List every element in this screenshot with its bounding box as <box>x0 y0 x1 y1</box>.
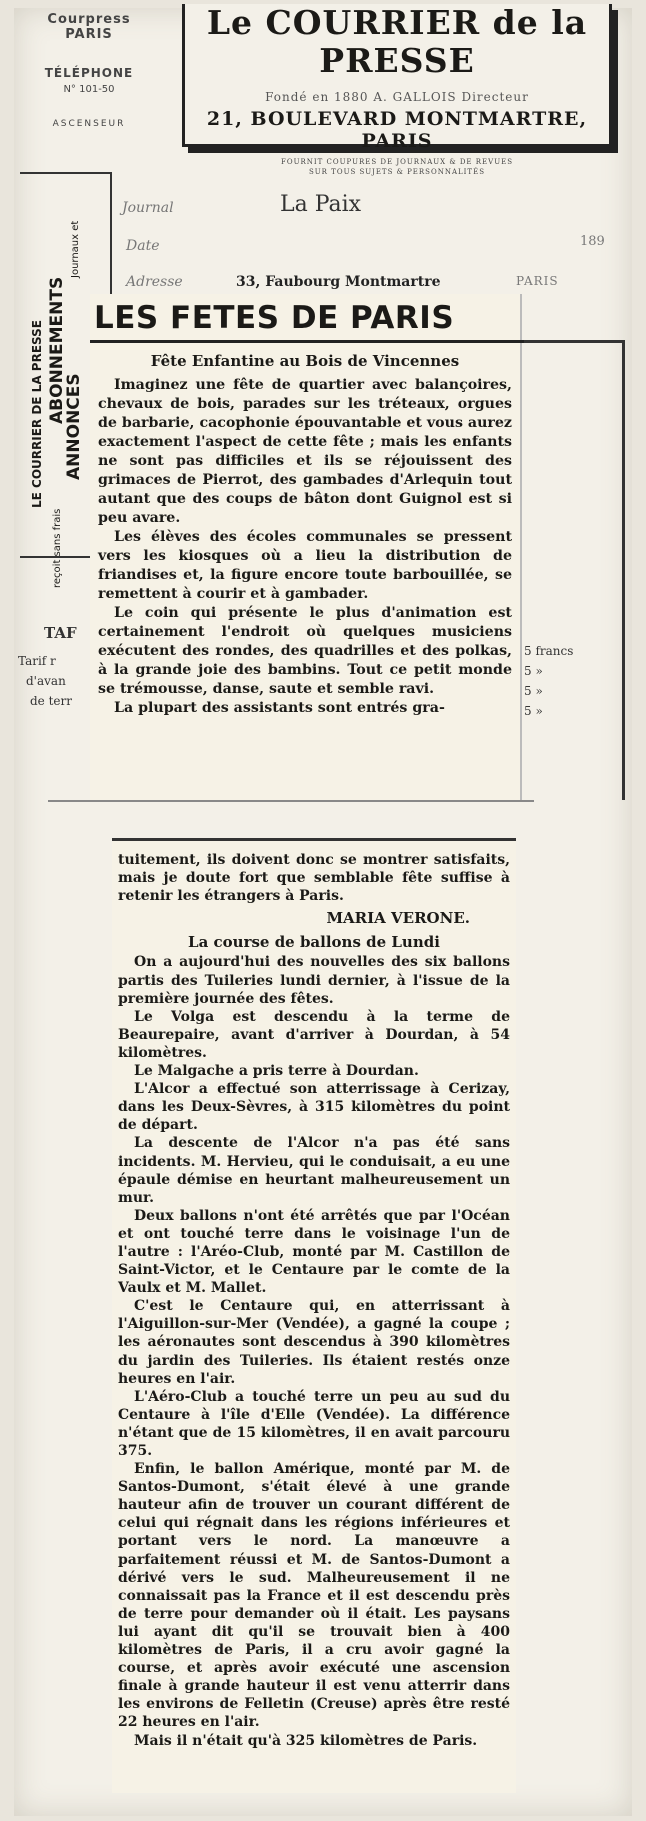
tariff-rate-1: 5 francs <box>524 644 574 658</box>
paragraph: On a aujourd'hui des nouvelles des six ballons partis des Tuileries lundi dernier, à l'issue de la première journée des fêtes. <box>118 954 510 1007</box>
paragraph: Mais il n'était qu'à 325 kilomètres de Paris. <box>134 1732 478 1749</box>
paragraph: tuitement, ils doivent donc se montrer satisfaits, mais je doute fort que semblable fête suffise à retenir les étrangers à Paris. <box>118 852 510 905</box>
masthead <box>182 3 612 176</box>
journal-label: Journal <box>122 200 174 216</box>
masthead-founded: Fondé en 1880 A. GALLOIS Directeur <box>265 90 529 104</box>
paragraph: Les élèves des écoles communales se pressent vers les kiosques où a lieu la distribution de friandises et, la figure encore toute barbouillée, se remettent à courir et à gambader. <box>98 529 512 602</box>
address-label: Adresse <box>126 274 183 290</box>
paragraph: Le Volga est descendu à la terme de Beaurepaire, avant d'arriver à Dourdan, à 54 kilomètres. <box>118 1008 510 1061</box>
date-value: 189 <box>580 234 605 249</box>
sidebar-line-3: ANNONCES <box>64 373 84 480</box>
header-telephone-number: N° 101-50 <box>63 84 115 95</box>
sidebar-line-4: Journaux et <box>70 220 81 278</box>
clipping-divider <box>48 800 534 802</box>
header-telephone-label: TÉLÉPHONE <box>44 66 134 80</box>
frame-rule-right <box>520 340 624 343</box>
tariff-line-1: Tarif r <box>18 654 56 668</box>
article-headline: LES FETES DE PARIS <box>90 294 524 343</box>
article-signature: MARIA VERONE. <box>326 909 470 928</box>
header-lift-label: ASCENSEUR <box>52 119 126 129</box>
header-city: Courpress PARIS <box>47 12 131 42</box>
paragraph: Le Malgache a pris terre à Dourdan. <box>134 1063 419 1080</box>
sidebar-line-1: LE COURRIER DE LA PRESSE <box>30 320 44 508</box>
paragraph: La plupart des assistants sont entrés gra- <box>114 700 445 716</box>
address-value: 33, Faubourg Montmartre <box>236 274 441 290</box>
tariff-line-3: de terr <box>30 694 72 708</box>
header-contact-block <box>24 12 154 129</box>
journal-value: La Paix <box>280 192 362 217</box>
article-clipping-top <box>90 294 522 800</box>
paragraph: Imaginez une fête de quartier avec balançoires, chevaux de bois, parades sur les tréteaux, orgues de barbarie, cacophonie épouvantable et vous aurez exactement l'aspect de cette fête ; mais les enfants ne sont pas difficiles et ils se réjouissent des grimaces de Pierrot, des gambades d'Arlequin tout autant que des coups de bâton dont Guignol est si peu avare. <box>98 377 512 526</box>
paragraph: L'Aéro-Club a touché terre un peu au sud du Centaure à l'île d'Elle (Vendée). La différence n'étant que de 15 kilomètres, il en avait parcouru 375. <box>118 1388 510 1459</box>
tariff-rate-2: 5 » <box>524 664 543 678</box>
paragraph: La descente de l'Alcor n'a pas été sans incidents. M. Hervieu, qui le conduisait, a eu une épaule démise en heurtant malheureusement un mur. <box>118 1135 510 1206</box>
article-clipping-bottom <box>112 838 516 1793</box>
sidebar-line-5: reçoit sans frais <box>52 508 63 588</box>
paragraph: C'est le Centaure qui, en atterrissant à l'Aiguillon-sur-Mer (Vendée), a gagné la coupe ; les aéronautes sont descendus à 390 kilomètres du jardin des Tuileries. Ils étaient restés onze heures en l'air. <box>118 1298 510 1387</box>
date-label: Date <box>126 238 160 254</box>
masthead-title: Le COURRIER de la PRESSE <box>206 3 588 80</box>
tariff-rate-4: 5 » <box>524 704 543 718</box>
sidebar-line-2: ABONNEMENTS <box>47 276 67 424</box>
masthead-address: 21, BOULEVARD MONTMARTRE, PARIS <box>206 108 588 152</box>
masthead-tagline-2: SUR TOUS SUJETS & PERSONNALITÉS <box>308 168 485 176</box>
article-body-top <box>98 376 512 718</box>
tariff-line-2: d'avan <box>26 674 66 688</box>
address-city: PARIS <box>516 274 559 288</box>
paragraph: Le coin qui présente le plus d'animation est certainement l'endroit où quelques musiciens exécutent des rondes, des quadrilles et des polkas, à la grande joie des bambins. Tout ce petit monde se trémousse, danse, saute et semble ravi. <box>98 605 512 697</box>
paragraph: Enfin, le ballon Amérique, monté par M. de Santos-Dumont, s'était élevé à une grande hauteur afin de trouver un courant différent de celui qui régnait dans les régions inférieures et portant vers le nord. La manœuvre a parfaitement réussi et M. de Santos-Dumont a dérivé vers le sud. Malheureusement il ne connaissait pas la France et il est descendu près de terre pour demander où il était. Les paysans lui ayant dit qu'il se trouvait bien à 400 kilomètres de Paris, il a cru avoir gagné la course, et après avoir exécuté une ascension finale à grande hauteur il est venu atterrir dans les environs de Felletin (Creuse) après être resté 22 heures en l'air. <box>118 1461 510 1731</box>
article-subhead: Fête Enfantine au Bois de Vincennes <box>150 352 460 370</box>
frame-rule-vertical <box>622 340 625 800</box>
tariff-heading: TAF <box>44 624 77 642</box>
article-body-bottom <box>118 851 510 1750</box>
tariff-rate-3: 5 » <box>524 684 543 698</box>
masthead-tagline-1: FOURNIT COUPURES DE JOURNAUX & DE REVUES <box>280 158 514 166</box>
paragraph: L'Alcor a effectué son atterrissage à Cerizay, dans les Deux-Sèvres, à 315 kilomètres du point de départ. <box>118 1081 510 1134</box>
paragraph: Deux ballons n'ont été arrêtés que par l'Océan et ont touché terre dans le voisinage l'un de l'autre : l'Aréo-Club, monté par M. Castillon de Saint-Victor, et le Centaure par le comte de la Vaulx et M. Mallet. <box>118 1207 510 1297</box>
article-subhead-2: La course de ballons de Lundi <box>188 933 440 952</box>
